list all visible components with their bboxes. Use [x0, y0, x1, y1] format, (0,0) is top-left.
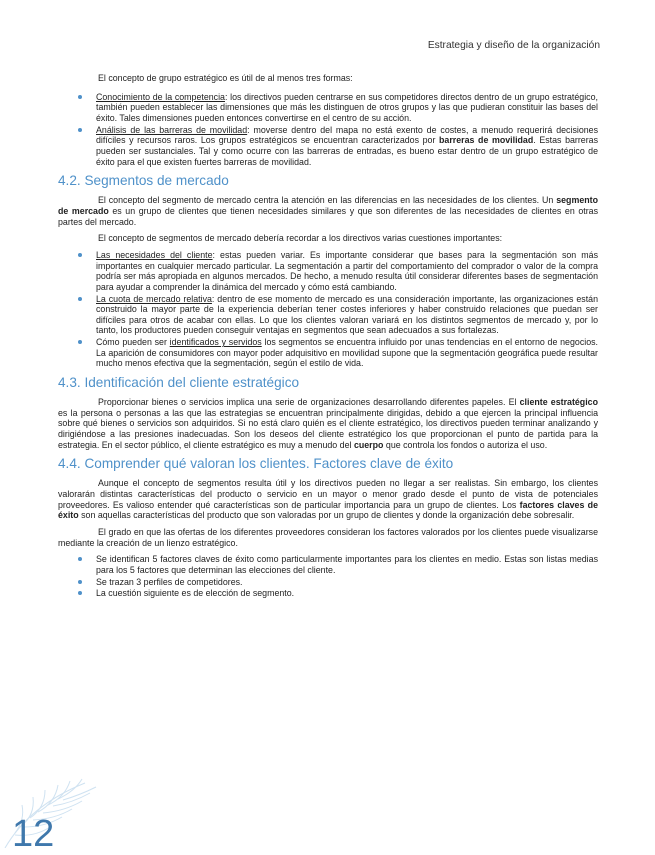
- section-heading-4-2: 4.2. Segmentos de mercado: [58, 173, 229, 189]
- intro-paragraph: El concepto de grupo estratégico es útil de al menos tres formas:: [98, 73, 353, 83]
- item-text: : moverse dentro del mapa no está exento de costes, a menudo requerirá decisiones difíciles y recursos raros. Los grupos estratégicos se encuentran caracterizados por: [96, 124, 599, 146]
- text-run: es la persona o personas a las que las estrategias se encuentran principalmente dirigidas, debido a que ejercen la principal influencia sobre qué bienes o servicios son adquiridos. Si no está claro quién es el cliente estratégico, los directivos pueden terminar analizando y dirigiéndose a las presiones inadecuadas. Son los deseos del cliente estratégico los que proporcionan el punto de partida para la estrategia. En el sector público, el cliente estratégico es muy a menudo del: [58, 407, 598, 450]
- bullet-icon: [78, 340, 82, 344]
- list-item: [58, 554, 598, 575]
- item-text: : estas pueden variar. Es importante considerar que bases para la segmentación son más importantes en cualquier mercado particular. La segmentación a partir del comportamiento del comprador o valor de la compra podría ser más apropiada en algunos mercados. De hecho, a menudo resulta útil considerar diferentes bases de segmentación para ayudar a comprender la dinámica del mercado y cómo está cambiando.: [96, 249, 599, 292]
- bold-term: cliente estratégico: [519, 397, 598, 408]
- strategic-group-uses-list: [58, 92, 598, 168]
- item-term: Conocimiento de la competencia: [96, 91, 225, 102]
- item-text: : dentro de ese momento de mercado es una consideración importante, las organizaciones están construido la mayor parte de la experiencia deberían tener costes inferiores y haber construido relaciones que puedan ser difíciles para otros de acabar con ellas. Lo que los clientes valoran variará en los distintos segmentos de mercado y, por lo tanto, los productores pueden conseguir ventajas en segmentos que sean adecuados a sus fortalezas.: [96, 293, 598, 336]
- item-text: . Estas barreras pueden ser sustanciales. Tal y como ocurre con las barreras de entradas, es bueno estar dentro de un grupo estratégico de éxito para el que existen fuertes barreras de movilidad.: [96, 135, 598, 167]
- bullet-icon: [78, 253, 82, 257]
- bullet-icon: [78, 128, 82, 132]
- list-item: [58, 92, 598, 124]
- list-item: [58, 337, 598, 369]
- paragraph: El grado en que las ofertas de los diferentes proveedores consideran los factores valorados por los clientes puede visualizarse mediante la creación de un lienzo estratégico.: [58, 527, 598, 548]
- paragraph: [58, 397, 598, 450]
- bullet-icon: [78, 557, 82, 561]
- text-run: es un grupo de clientes que tienen necesidades similares y que son diferentes de las necesidades de clientes en otras partes del mercado.: [58, 205, 598, 227]
- item-text: Se identifican 5 factores claves de éxito como particularmente importantes para los clientes en medio. Estas son listas medias para los 5 factores que determinan las elecciones del cliente.: [96, 554, 598, 575]
- list-item: [58, 577, 598, 588]
- paragraph: El concepto de segmentos de mercado debería recordar a los directivos varias cuestiones importantes:: [98, 233, 503, 244]
- item-text: los segmentos se encuentra influido por unas tendencias en el entorno de negocios. La aparición de consumidores con mayor poder adquisitivo en movilidad supone que la segmentación geográfica puede resultar mucho menos efectiva que la segmentación, según el estilo de vida.: [96, 337, 598, 369]
- bullet-icon: [78, 591, 82, 595]
- item-term: Análisis de las barreras de movilidad: [96, 124, 248, 135]
- item-term: identificados y servidos: [169, 337, 262, 348]
- bullet-icon: [78, 297, 82, 301]
- item-text: La cuestión siguiente es de elección de segmento.: [96, 588, 295, 599]
- text-run: son aquellas características del producto que son valoradas por un grupo de clientes y donde la organización debe sobresalir.: [78, 510, 575, 521]
- page-number: 12: [12, 813, 55, 855]
- item-text: Cómo pueden ser: [96, 337, 170, 348]
- list-item: [58, 250, 598, 293]
- text-run: Aunque el concepto de segmentos resulta útil y los directivos pueden no llegar a ser realistas. Sin embargo, los clientes valorarán distintas características del producto o servicio en un mayor o menor grado desde el punto de vista de potenciales proveedores. Es valioso entender qué características son de particular importancia para un grupo de clientes. Los: [58, 478, 598, 510]
- item-text: Se trazan 3 perfiles de competidores.: [96, 576, 243, 587]
- text-run: Proporcionar bienes o servicios implica una serie de organizaciones desarrollando diferentes papeles. El: [98, 397, 520, 408]
- section-heading-4-4: 4.4. Comprender qué valoran los clientes. Factores clave de éxito: [58, 456, 454, 472]
- item-text: : los directivos pueden centrarse en sus competidores directos dentro de un grupo estratégico, también pueden establecer las dimensiones que más les distinguen de otros grupos y las que pudieran constituir las bases del éxito. Tales dimensiones pueden entonces convertirse en el centro de su acción.: [96, 91, 598, 123]
- text-run: El concepto del segmento de mercado centra la atención en las diferencias en las necesidades de los clientes. Un: [98, 195, 557, 206]
- text-run: que controla los fondos o autoriza el uso.: [383, 439, 548, 450]
- paragraph: [58, 478, 598, 521]
- item-bold-term: barreras de movilidad: [439, 135, 534, 146]
- bold-term: factores claves de éxito: [58, 499, 598, 521]
- paragraph: [58, 195, 598, 227]
- section-heading-4-3: 4.3. Identificación del cliente estratégico: [58, 375, 300, 391]
- item-term: La cuota de mercado relativa: [96, 293, 212, 304]
- bullet-icon: [78, 95, 82, 99]
- item-term: Las necesidades del cliente: [96, 249, 213, 260]
- segment-issues-list: [58, 250, 598, 369]
- bold-term: segmento de mercado: [58, 195, 598, 216]
- list-item: [58, 294, 598, 337]
- list-item: [58, 588, 598, 599]
- bold-term: cuerpo: [353, 439, 384, 450]
- list-item: [58, 125, 598, 168]
- running-header: Estrategia y diseño de la organización: [427, 40, 600, 51]
- strategy-canvas-list: [58, 554, 598, 599]
- bullet-icon: [78, 580, 82, 584]
- page-body: [58, 73, 598, 605]
